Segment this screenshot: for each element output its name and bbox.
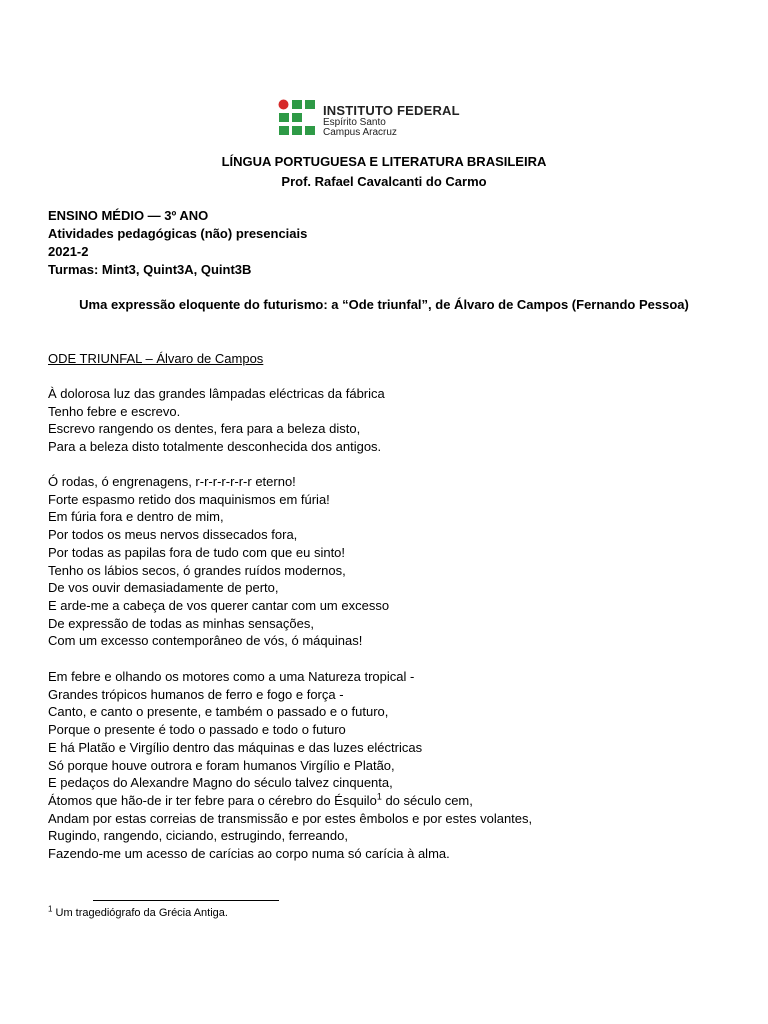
info-block	[48, 207, 307, 279]
poem-line: De expressão de todas as minhas sensações,	[48, 615, 314, 631]
poem-line: E pedaços do Alexandre Magno do século talvez cinquenta,	[48, 775, 393, 791]
poem-line: Andam por estas correias de transmissão e por estes êmbolos e por estes volantes,	[48, 810, 533, 826]
poem-line: E há Platão e Virgílio dentro das máquinas e das luzes eléctricas	[48, 739, 423, 755]
footnote	[48, 906, 228, 920]
poem-line: E arde-me a cabeça de vos querer cantar com um excesso	[48, 597, 390, 613]
info-term: 2021-2	[48, 244, 89, 259]
poem-line: Só porque houve outrora e foram humanos Virgílio e Platão,	[48, 757, 395, 773]
poem-line: Tenho os lábios secos, ó grandes ruídos modernos,	[48, 562, 346, 578]
logo-line-2: Campus Aracruz	[323, 127, 397, 138]
logo-text	[323, 104, 460, 138]
poem-line: Fazendo-me um acesso de carícias ao corpo numa só carícia à alma.	[48, 846, 450, 862]
poem-title: ODE TRIUNFAL – Álvaro de Campos	[48, 351, 264, 366]
info-classes: Turmas: Mint3, Quint3A, Quint3B	[48, 262, 252, 277]
poem-line: Tenho febre e escrevo.	[48, 403, 181, 419]
poem-line: Para a beleza disto totalmente desconhecida dos antigos.	[48, 439, 382, 455]
logo-line-1: Espírito Santo	[323, 117, 386, 128]
poem-line: Porque o presente é todo o passado e todo o futuro	[48, 722, 346, 738]
poem-line: De vos ouvir demasiadamente de perto,	[48, 580, 279, 596]
logo-title: INSTITUTO FEDERAL	[323, 103, 460, 118]
poem-line: Por todos os meus nervos dissecados fora,	[48, 527, 298, 543]
poem-line: Grandes trópicos humanos de ferro e fogo e força -	[48, 686, 344, 702]
poem-line: Escrevo rangendo os dentes, fera para a beleza disto,	[48, 421, 361, 437]
footnote-divider	[93, 900, 279, 901]
footnote-mark: 1	[48, 904, 53, 914]
poem-line: Em fúria fora e dentro de mim,	[48, 509, 224, 525]
info-level: ENSINO MÉDIO — 3º ANO	[48, 208, 209, 223]
stanza-2	[48, 473, 389, 650]
poem-line: Canto, e canto o presente, e também o passado e o futuro,	[48, 704, 389, 720]
poem-line: Em febre e olhando os motores como a uma Natureza tropical -	[48, 669, 415, 684]
poem-line: Por todas as papilas fora de tudo com que eu sinto!	[48, 544, 346, 560]
course-title: LÍNGUA PORTUGUESA E LITERATURA BRASILEIRA	[221, 154, 547, 169]
professor-name: Prof. Rafael Cavalcanti do Carmo	[281, 174, 487, 189]
poem-line-with-footnote	[48, 792, 532, 810]
footnote-text: Um tragediógrafo da Grécia Antiga.	[52, 907, 228, 919]
poem-line: Rugindo, rangendo, ciciando, estrugindo, ferreando,	[48, 828, 348, 844]
poem-line-part: do século cem,	[381, 792, 473, 808]
poem-line: Com um excesso contemporâneo de vós, ó máquinas!	[48, 633, 363, 649]
stanza-3	[48, 668, 532, 863]
poem-line: Forte espasmo retido dos maquinismos em fúria!	[48, 491, 330, 507]
info-activities: Atividades pedagógicas (não) presenciais	[48, 226, 308, 241]
stanza-1	[48, 385, 385, 456]
document-subtitle: Uma expressão eloquente do futurismo: a “Ode triunfal”, de Álvaro de Campos (Fernando Pessoa)	[79, 297, 689, 312]
footnote-reference[interactable]: 1	[376, 791, 382, 802]
poem-line-part: Átomos que hão-de ir ter febre para o cérebro do Ésquilo	[48, 792, 377, 808]
poem-line: À dolorosa luz das grandes lâmpadas eléctricas da fábrica	[48, 386, 385, 401]
logo-grid-icon	[278, 99, 318, 139]
poem-line: Ó rodas, ó engrenagens, r-r-r-r-r-r-r eterno!	[48, 474, 296, 489]
